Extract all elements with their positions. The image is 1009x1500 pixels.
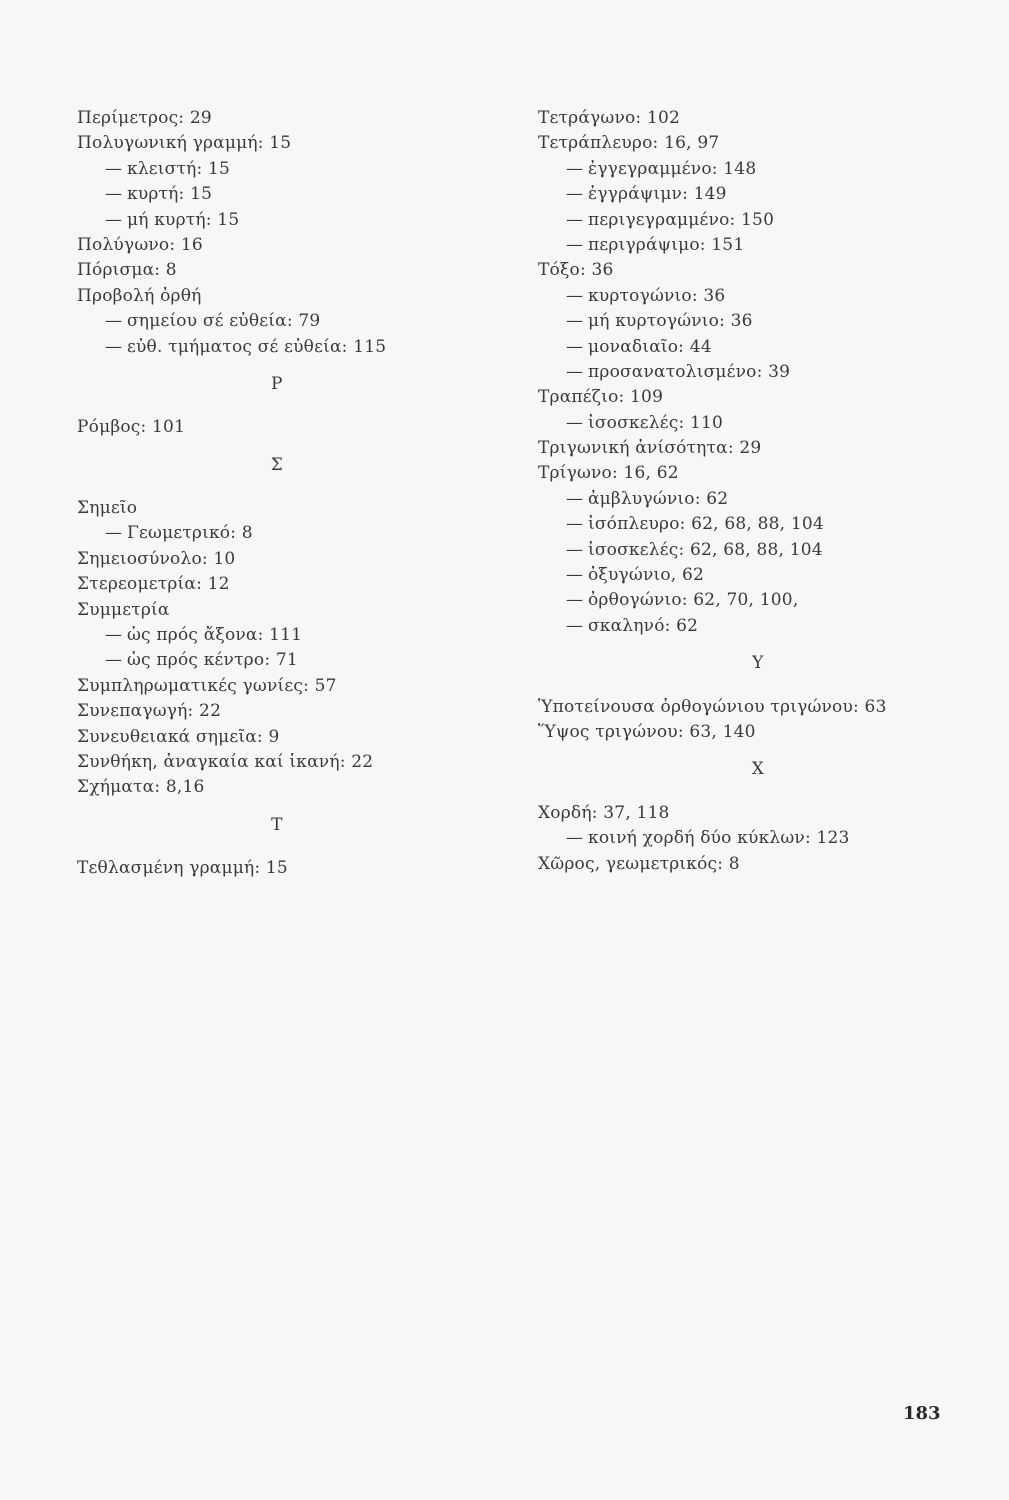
dash-marker: — — [105, 209, 123, 230]
index-entry — [538, 720, 978, 745]
index-entry — [538, 695, 978, 720]
entry-text: μοναδιαῖο: 44 — [588, 336, 712, 357]
index-subentry — [538, 157, 978, 182]
entry-text: Πόρισμα: 8 — [77, 260, 177, 281]
index-entry — [538, 258, 978, 283]
dash-marker: — — [566, 158, 584, 179]
index-column-right — [538, 106, 978, 877]
dash-marker: — — [105, 650, 123, 671]
entry-text: Τετράγωνο: 102 — [538, 108, 680, 128]
entry-text: Τετράπλευρο: 16, 97 — [538, 133, 720, 154]
entry-text: προσανατολισμένο: 39 — [588, 361, 791, 382]
entry-text: ἰσοσκελές: 110 — [588, 412, 724, 433]
entry-text: ὡς πρός κέντρο: 71 — [127, 650, 298, 671]
entry-text: σημείου σέ εὐθεία: 79 — [127, 311, 321, 332]
index-subentry — [538, 309, 978, 334]
entry-text: Χῶρος, γεωμετρικός: 8 — [538, 853, 740, 874]
dash-marker: — — [566, 285, 584, 306]
index-entry — [77, 131, 477, 156]
entry-text: εὐθ. τμήματος σέ εὐθεία: 115 — [127, 336, 387, 357]
dash-marker: — — [105, 625, 123, 646]
dash-marker: — — [566, 234, 584, 255]
entry-text: ὀρθογώνιο: 62, 70, 100, — [588, 590, 799, 611]
section-letter: Σ — [270, 454, 284, 475]
index-subentry — [77, 157, 477, 182]
entry-text: Σχήματα: 8,16 — [77, 777, 205, 798]
index-entry — [77, 598, 477, 623]
entry-text: Τρίγωνο: 16, 62 — [538, 463, 679, 484]
index-entry — [77, 496, 477, 521]
entry-text: Προβολή ὀρθή — [77, 285, 202, 306]
index-subentry — [538, 335, 978, 360]
index-subentry — [77, 182, 477, 207]
entry-text: Γεωμετρικό: 8 — [127, 523, 253, 544]
dash-marker: — — [566, 488, 584, 509]
index-entry — [77, 415, 477, 440]
entry-text: Περίμετρος: 29 — [77, 108, 212, 128]
index-column-left — [77, 106, 477, 882]
dash-marker: — — [105, 311, 123, 332]
entry-text: ἰσοσκελές: 62, 68, 88, 104 — [588, 539, 823, 560]
entry-text: περιγράψιμο: 151 — [588, 234, 745, 255]
dash-marker: — — [105, 523, 123, 544]
entry-text: Συμμετρία — [77, 599, 170, 620]
index-subentry — [538, 563, 978, 588]
dash-marker: — — [566, 828, 584, 849]
dash-marker: — — [566, 514, 584, 535]
index-entry — [538, 461, 978, 486]
entry-text: ἐγγράψιμν: 149 — [588, 184, 727, 205]
index-entry — [77, 233, 477, 258]
index-entry — [77, 547, 477, 572]
index-subentry — [77, 521, 477, 546]
index-subentry — [538, 233, 978, 258]
dash-marker: — — [105, 184, 123, 205]
index-entry — [538, 385, 978, 410]
entry-text: Σημειοσύνολο: 10 — [77, 548, 236, 569]
index-subentry — [538, 208, 978, 233]
section-letter: Ρ — [271, 373, 283, 394]
entry-text: κλειστή: 15 — [127, 158, 231, 179]
index-entry — [77, 258, 477, 283]
entry-text: κοινή χορδή δύο κύκλων: 123 — [588, 828, 850, 849]
index-entry — [77, 699, 477, 724]
entry-text: Ὕψος τριγώνου: 63, 140 — [538, 721, 756, 742]
entry-text: σκαληνό: 62 — [588, 615, 699, 636]
index-entry — [77, 674, 477, 699]
index-subentry — [538, 487, 978, 512]
index-entry — [538, 436, 978, 461]
dash-marker: — — [566, 336, 584, 357]
index-entry — [77, 106, 477, 131]
dash-marker: — — [566, 361, 584, 382]
dash-marker: — — [566, 209, 584, 230]
index-subentry — [538, 826, 978, 851]
entry-text: Χορδή: 37, 118 — [538, 802, 670, 823]
entry-text: μή κυρτογώνιο: 36 — [588, 311, 753, 332]
entry-text: ὀξυγώνιο, 62 — [588, 565, 705, 586]
entry-text: Τριγωνική ἀνίσότητα: 29 — [538, 438, 762, 459]
entry-text: ἐγγεγραμμένο: 148 — [588, 158, 757, 179]
entry-text: ἀμβλυγώνιο: 62 — [588, 488, 729, 509]
index-subentry — [77, 309, 477, 334]
entry-text: κυρτή: 15 — [127, 184, 213, 205]
index-entry — [538, 131, 978, 156]
index-subentry — [538, 512, 978, 537]
entry-text: Τεθλασμένη γραμμή: 15 — [77, 858, 288, 879]
dash-marker: — — [105, 336, 123, 357]
index-subentry — [538, 182, 978, 207]
index-entry — [77, 572, 477, 597]
dash-marker: — — [566, 615, 584, 636]
index-subentry — [538, 411, 978, 436]
entry-text: Πολυγωνική γραμμή: 15 — [77, 133, 292, 154]
index-entry — [538, 852, 978, 877]
index-entry — [538, 106, 978, 131]
page-number: 183 — [903, 1403, 941, 1424]
entry-text: Συμπληρωματικές γωνίες: 57 — [77, 675, 337, 696]
dash-marker: — — [566, 184, 584, 205]
entry-text: ἰσόπλευρο: 62, 68, 88, 104 — [588, 514, 824, 535]
entry-text: κυρτογώνιο: 36 — [588, 285, 726, 306]
entry-text: ὡς πρός ἄξονα: 111 — [127, 625, 303, 646]
dash-marker: — — [566, 565, 584, 586]
section-letter: Υ — [752, 653, 764, 674]
index-entry — [77, 856, 477, 881]
entry-text: Συνεπαγωγή: 22 — [77, 701, 222, 722]
index-subentry — [538, 538, 978, 563]
index-entry — [77, 284, 477, 309]
entry-text: περιγεγραμμένο: 150 — [588, 209, 775, 230]
index-entry — [77, 725, 477, 750]
section-letter: Τ — [271, 814, 283, 835]
section-letter: Χ — [751, 759, 765, 780]
index-entry — [538, 801, 978, 826]
entry-text: Σημεῖο — [77, 498, 138, 519]
index-subentry — [538, 360, 978, 385]
entry-text: Στερεομετρία: 12 — [77, 574, 230, 595]
entry-text: Τόξο: 36 — [538, 260, 614, 281]
entry-text: Πολύγωνο: 16 — [77, 234, 203, 255]
index-subentry — [77, 648, 477, 673]
index-entry — [77, 775, 477, 800]
index-subentry — [538, 284, 978, 309]
index-subentry — [77, 208, 477, 233]
index-subentry — [538, 588, 978, 613]
entry-text: Συνθήκη, ἀναγκαία καί ἱκανή: 22 — [77, 751, 374, 772]
entry-text: Συνευθειακά σημεῖα: 9 — [77, 726, 280, 747]
index-subentry — [538, 614, 978, 639]
index-subentry — [77, 623, 477, 648]
entry-text: Ρόμβος: 101 — [77, 417, 186, 438]
entry-text: Ὑποτείνουσα ὀρθογώνιου τριγώνου: 63 — [538, 696, 887, 717]
dash-marker: — — [566, 412, 584, 433]
entry-text: Τραπέζιο: 109 — [538, 387, 664, 408]
dash-marker: — — [566, 590, 584, 611]
dash-marker: — — [105, 158, 123, 179]
dash-marker: — — [566, 539, 584, 560]
index-entry — [77, 750, 477, 775]
dash-marker: — — [566, 311, 584, 332]
entry-text: μή κυρτή: 15 — [127, 209, 240, 230]
index-subentry — [77, 335, 477, 360]
